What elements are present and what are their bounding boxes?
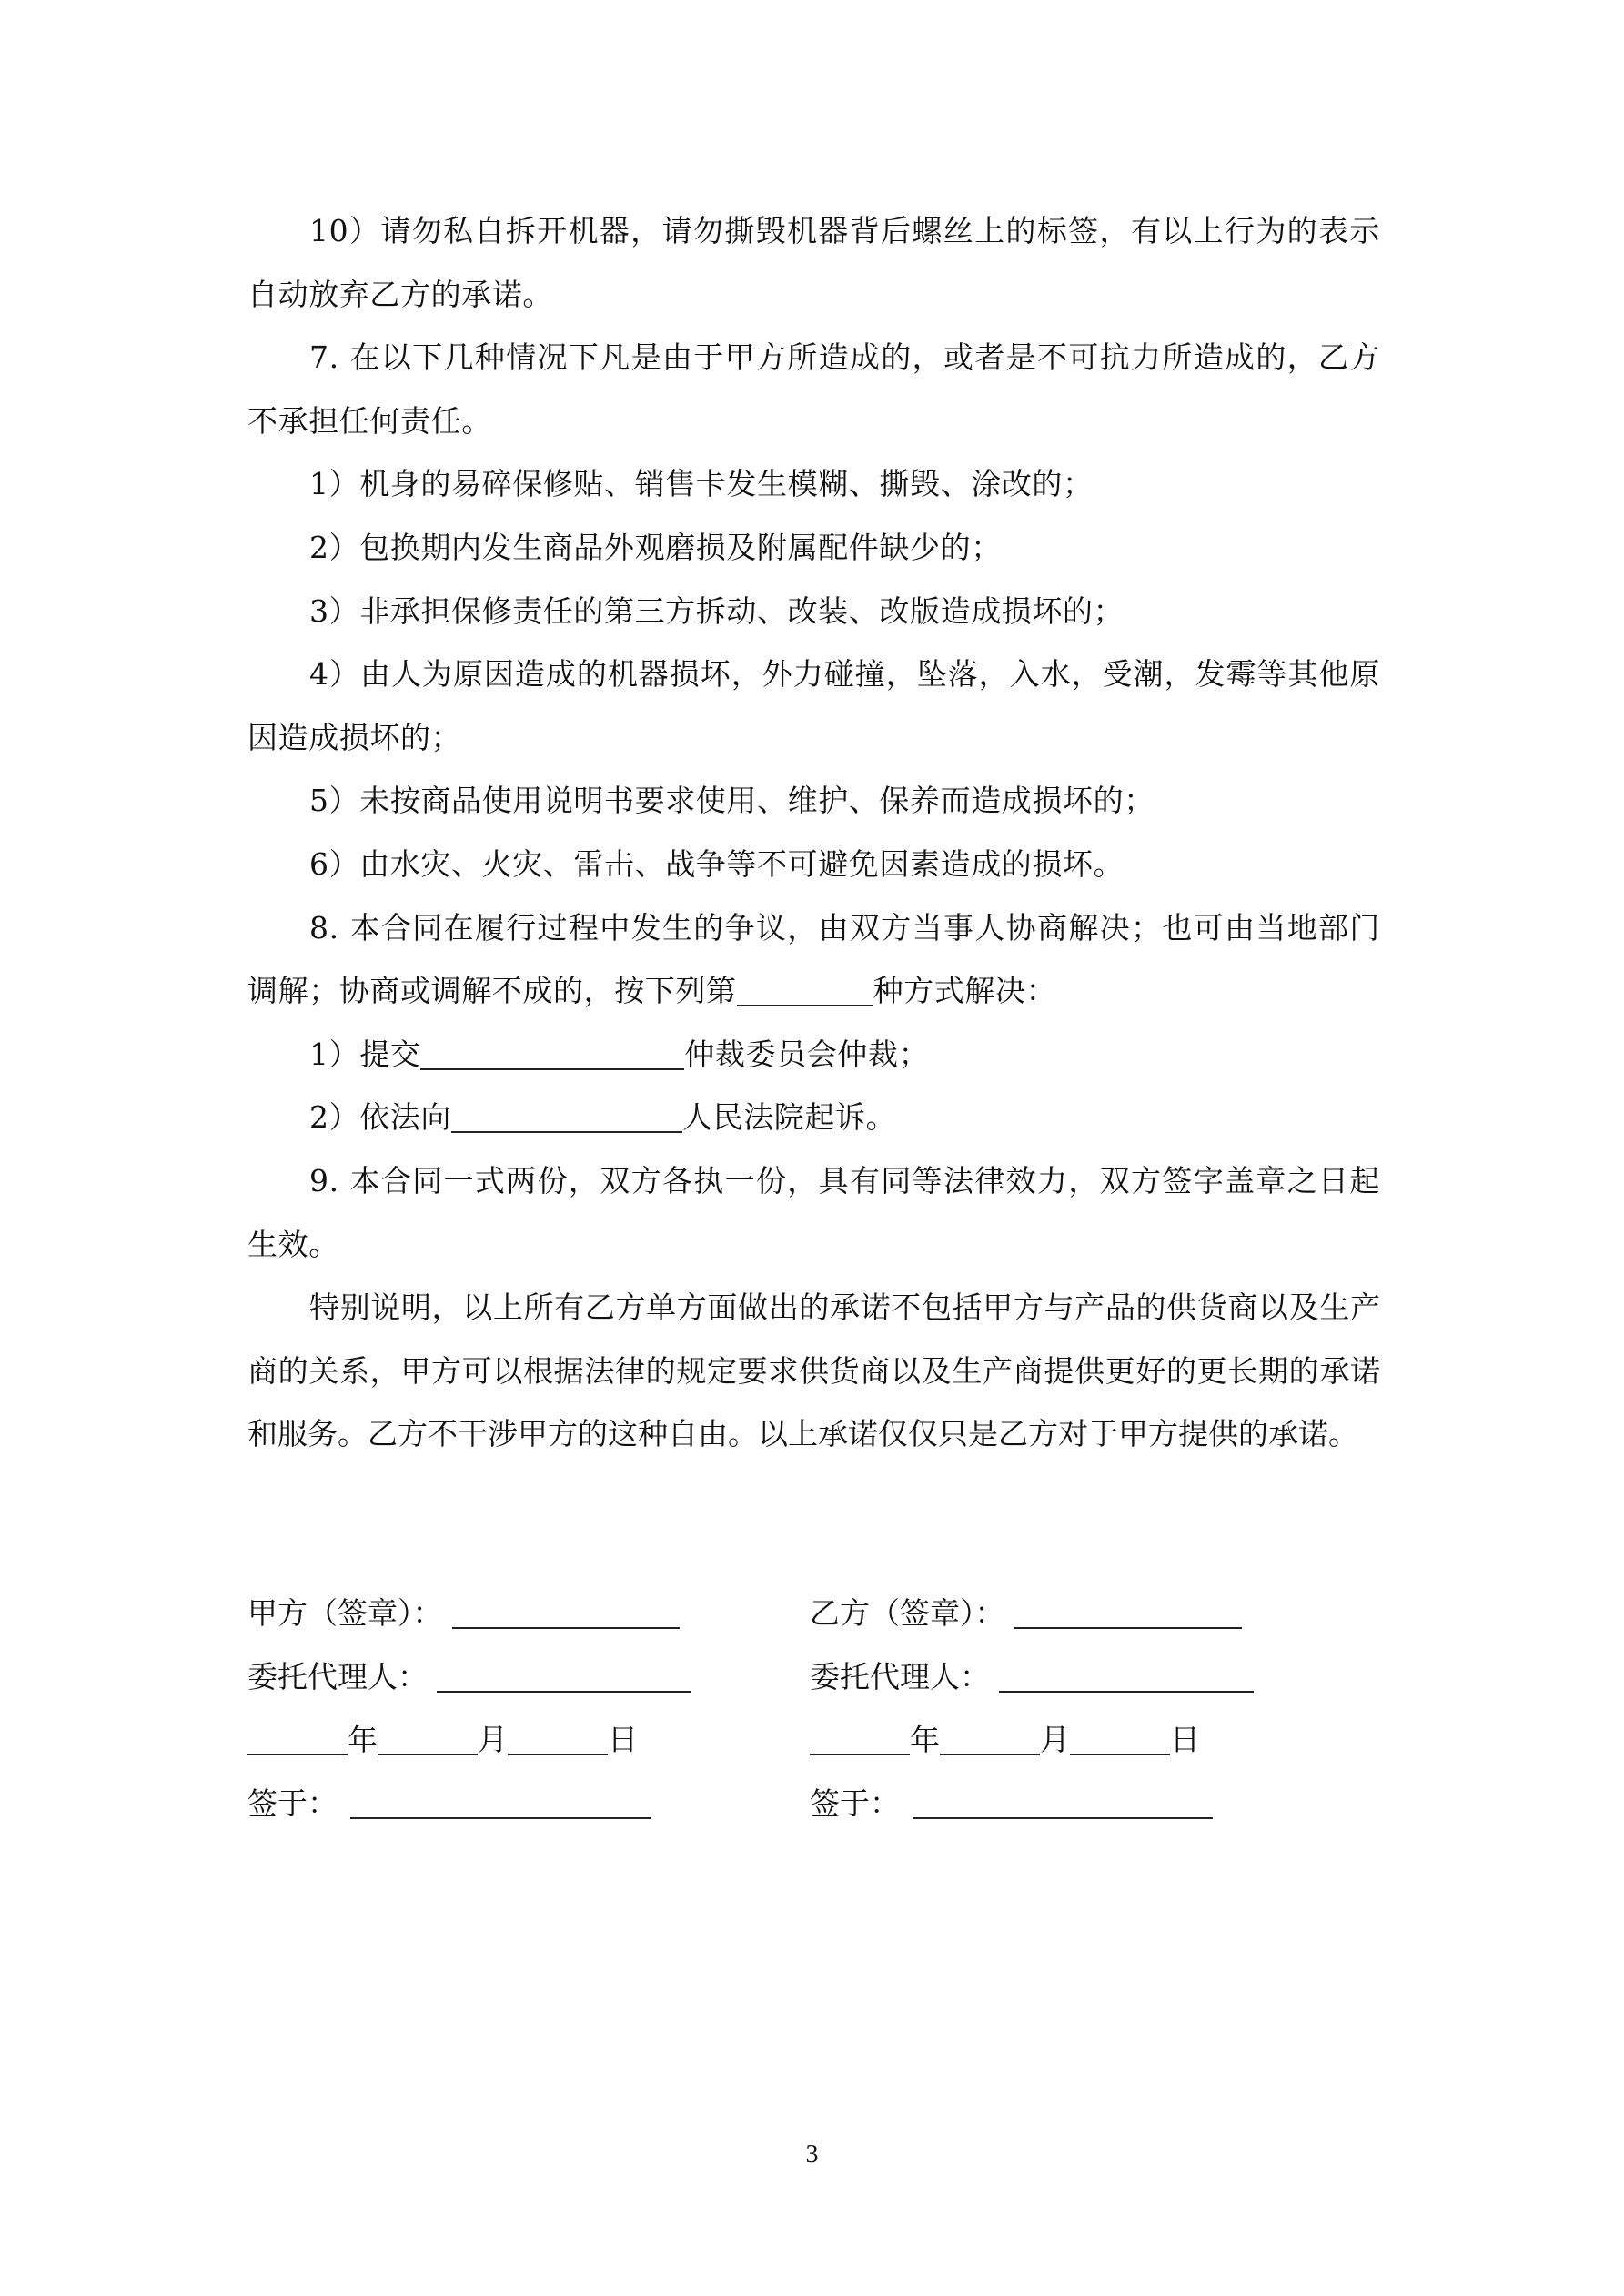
party-a-date [247,1708,638,1772]
party-b-day-field[interactable] [1070,1724,1170,1755]
clause-text: 3）非承担保修责任的第三方拆动、改装、改版造成损坏的； [309,592,1125,629]
party-a-year-field[interactable] [247,1724,348,1755]
clause-7-item-5 [247,769,1380,833]
party-b-date [810,1708,1200,1772]
signed-at-row [247,1772,1380,1836]
clause-text: 5）未按商品使用说明书要求使用、维护、保养而造成损坏的； [309,783,1155,819]
party-a-month-field[interactable] [378,1724,478,1755]
party-b-year-field[interactable] [810,1724,910,1755]
clause-text: 2）包换期内发生商品外观磨损及附属配件缺少的； [309,529,1002,565]
party-a-agent [247,1645,691,1709]
party-a-seal-field[interactable] [452,1597,680,1629]
day-label: 日 [608,1722,638,1758]
party-a-seal-label: 甲方（签章）： [247,1595,443,1631]
month-label: 月 [1040,1722,1070,1758]
year-label: 年 [348,1722,378,1758]
page-number: 3 [805,2140,819,2169]
clause-text-after: 种方式解决： [873,973,1057,1009]
clause-8 [247,896,1380,1023]
clause-text-after: 人民法院起诉。 [682,1099,897,1136]
clause-7-item-4 [247,642,1380,769]
clause-text: 1）机身的易碎保修贴、销售卡发生模糊、撕毁、涂改的； [309,466,1094,502]
party-b-seal [810,1582,1242,1645]
clause-text: 4）由人为原因造成的机器损坏，外力碰撞，坠落，入水，受潮，发霉等其他原因造成损坏的； [247,656,1380,755]
clause-9 [247,1149,1380,1276]
month-label: 月 [478,1722,508,1758]
agent-row [247,1645,1380,1709]
party-b-month-field[interactable] [940,1724,1040,1755]
clause-text: 10）请勿私自拆开机器，请勿撕毁机器背后螺丝上的标签，有以上行为的表示自动放弃乙方的承诺。 [247,213,1380,312]
clause-text: 7. 在以下几种情况下凡是由于甲方所造成的，或者是不可抗力所造成的，乙方不承担任何责任。 [247,339,1380,439]
seal-row [247,1582,1380,1645]
clause-7 [247,326,1380,452]
clause-text: 8. 本合同在履行过程中发生的争议，由双方当事人协商解决；也可由当地部门调解；协商或调解不成的，按下列第 [247,909,1380,1009]
clause-7-item-6 [247,833,1380,896]
party-b-signed-at-label: 签于： [810,1785,900,1821]
year-label: 年 [910,1722,940,1758]
party-a-agent-field[interactable] [437,1661,691,1693]
party-b-seal-field[interactable] [1014,1597,1242,1629]
party-a-signed-at [247,1772,651,1836]
clause-text: 1）提交 [309,1036,421,1072]
court-blank[interactable] [451,1101,682,1133]
clause-7-item-2 [247,516,1380,580]
contract-body [247,199,1380,1466]
party-b-agent-field[interactable] [999,1661,1254,1693]
party-a-agent-label: 委托代理人： [247,1658,428,1694]
clause-text-after: 仲裁委员会仲裁； [684,1036,930,1072]
party-b-signed-at-field[interactable] [913,1787,1213,1819]
clause-text: 9. 本合同一式两份，双方各执一份，具有同等法律效力，双方签字盖章之日起生效。 [247,1162,1380,1262]
clause-text: 6）由水灾、火灾、雷击、战争等不可避免因素造成的损坏。 [309,845,1125,882]
party-a-seal [247,1582,680,1645]
clause-10 [247,199,1380,326]
special-note [247,1276,1380,1466]
party-b-agent-label: 委托代理人： [810,1658,990,1694]
clause-text: 2）依法向 [309,1099,451,1136]
party-b-seal-label: 乙方（签章）： [810,1595,1005,1631]
clause-8-item-1 [247,1023,1380,1087]
clause-text: 特别说明，以上所有乙方单方面做出的承诺不包括甲方与产品的供货商以及生产商的关系，甲方可以根据法律的规定要求供货商以及生产商提供更好的更长期的承诺和服务。乙方不干涉甲方的这种自由。以上承诺仅仅只是乙方对于甲方提供的承诺。 [247,1290,1380,1452]
party-a-signed-at-label: 签于： [247,1785,338,1821]
party-b-agent [810,1645,1254,1709]
day-label: 日 [1170,1722,1200,1758]
party-b-signed-at [810,1772,1213,1836]
clause-8-item-2 [247,1086,1380,1149]
dispute-method-blank[interactable] [737,975,873,1006]
signature-block [247,1582,1380,1835]
date-row [247,1708,1380,1772]
party-a-signed-at-field[interactable] [350,1787,651,1819]
party-a-day-field[interactable] [508,1724,608,1755]
clause-7-item-1 [247,452,1380,516]
arbitration-committee-blank[interactable] [420,1038,684,1070]
clause-7-item-3 [247,580,1380,643]
